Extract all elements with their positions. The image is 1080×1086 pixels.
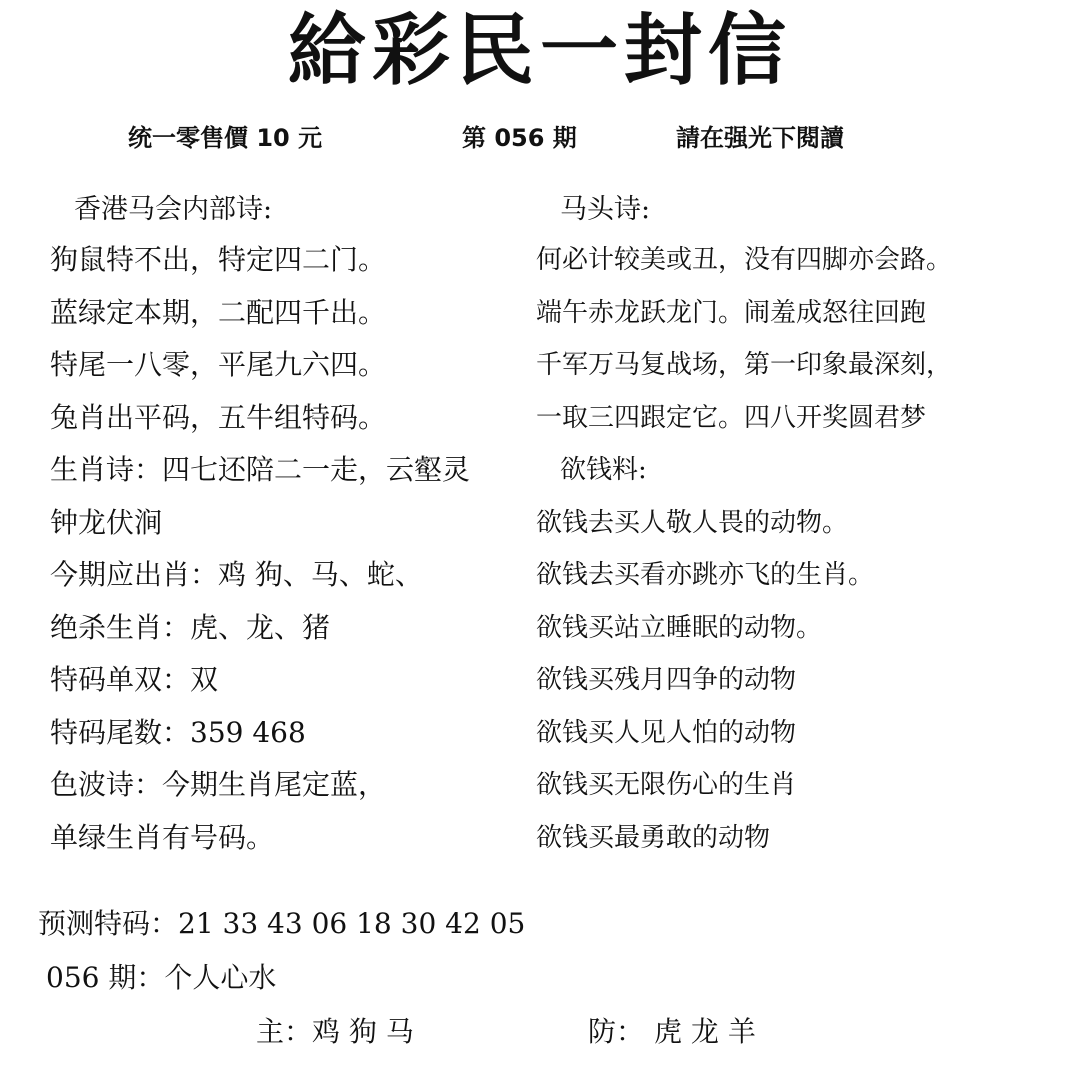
right-line: 欲钱买站立睡眠的动物。 [536,612,823,643]
right-line: 何必计较美或丑，没有四脚亦会路。 [536,245,953,275]
right-line: 一取三四跟定它。四八开奖圆君梦 [536,402,927,433]
left-line: 蓝绿定本期，二配四千出。 [50,295,387,329]
right-line: 欲钱买人见人怕的动物 [536,717,797,748]
page-title: 給彩民一封信 [287,6,792,96]
left-line: 钟龙伏涧 [50,505,163,539]
left-line: 色波诗：今期生肖尾定蓝， [50,768,387,801]
left-line: 特码尾数：359 468 [50,715,306,749]
right-line: 欲钱买残月四争的动物 [536,665,797,695]
right-column [536,186,1066,864]
guard-label: 防： [588,1015,645,1048]
left-line: 今期应出肖：鸡 狗、马、蛇、 [50,558,423,591]
left-line: 生肖诗：四七还陪二一走，云壑灵 [50,453,471,486]
left-line: 兔肖出平码，五牛组特码。 [50,400,387,434]
main-label: 主： [256,1015,313,1048]
right-line: 欲钱去买人敬人畏的动物。 [536,507,849,538]
left-heading: 香港马会内部诗: [74,194,273,225]
left-line: 绝杀生肖：虎、龙、猪 [50,610,331,644]
right-line: 千军万马复战场，第一印象最深刻， [536,350,953,380]
right-line: 端午赤龙跃龙门。闹羞成怒往回跑 [536,297,927,328]
issue-label: 第 056 期 [462,124,577,152]
price-label: 统一零售價 10 元 [128,124,323,152]
issue-heart-line: 056 期：个人心水 [46,961,277,994]
reading-notice: 請在强光下閱讀 [676,124,844,152]
left-line: 狗鼠特不出，特定四二门。 [50,243,387,276]
main-picks [256,1012,414,1052]
left-line: 单绿生肖有号码。 [50,820,275,854]
left-line: 特码单双：双 [50,663,219,696]
main-values: 鸡 狗 马 [312,1015,414,1048]
prediction-line: 预测特码：21 33 43 06 18 30 42 05 [38,907,526,940]
right-heading: 马头诗: [560,194,651,225]
guard-values: 虎 龙 羊 [654,1015,756,1048]
guard-picks [588,1012,756,1052]
right-line: 欲钱去买看亦跳亦飞的生肖。 [536,560,875,590]
right-heading-2: 欲钱料: [560,455,647,485]
right-line: 欲钱买最勇敢的动物 [536,822,771,853]
right-line: 欲钱买无限伤心的生肖 [536,770,797,800]
left-line: 特尾一八零，平尾九六四。 [50,348,387,381]
left-column [50,186,530,864]
